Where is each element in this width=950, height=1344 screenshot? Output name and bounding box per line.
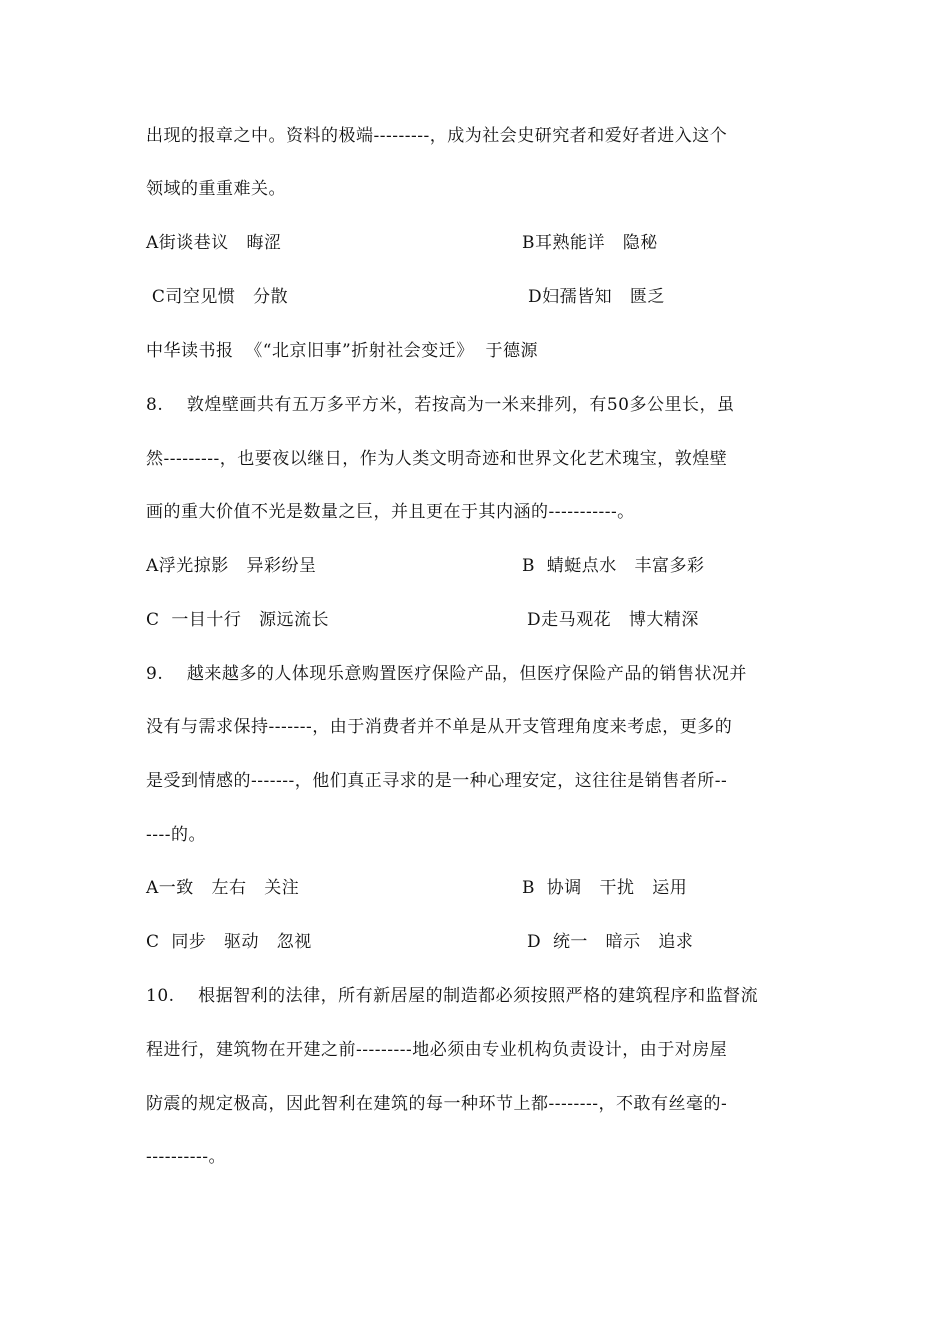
q8-text-line-3: 画的重大价值不光是数量之巨，并且更在于其内涵的-----------。: [146, 502, 635, 522]
q10-text-line-4: ----------。: [146, 1147, 226, 1167]
q9-option-c: C 同步 驱动 忽视: [146, 932, 312, 952]
q7-source: 中华读书报 《“北京旧事”折射社会变迁》 于德源: [146, 341, 538, 361]
q7-text-line-1: 出现的报章之中。资料的极端---------，成为社会史研究者和爱好者进入这个: [146, 126, 728, 146]
q9-text-line-1: 9. 越来越多的人体现乐意购置医疗保险产品，但医疗保险产品的销售状况并: [146, 664, 747, 684]
q8-text-line-1: 8. 敦煌壁画共有五万多平方米，若按高为一米来排列，有50多公里长，虽: [146, 395, 735, 415]
q9-option-a: A一致 左右 关注: [146, 878, 300, 898]
q9-text-line-4: ----的。: [146, 825, 206, 845]
q7-option-d: D妇孺皆知 匮乏: [528, 287, 665, 307]
q7-text-line-2: 领域的重重难关。: [146, 179, 286, 199]
q8-option-a: A浮光掠影 异彩纷呈: [146, 556, 317, 576]
q10-text-line-1: 10. 根据智利的法律，所有新居屋的制造都必须按照严格的建筑程序和监督流: [146, 986, 759, 1006]
q10-text-line-3: 防震的规定极高，因此智利在建筑的每一种环节上都--------，不敢有丝毫的-: [146, 1094, 728, 1114]
q9-text-line-2: 没有与需求保持-------，由于消费者并不单是从开支管理角度来考虑，更多的: [146, 717, 733, 737]
q8-option-d: D走马观花 博大精深: [527, 610, 699, 630]
q7-option-b: B耳熟能详 隐秘: [522, 233, 658, 253]
q9-text-line-3: 是受到情感的-------，他们真正寻求的是一种心理安定，这往往是销售者所--: [146, 771, 728, 791]
q8-option-b: B 蜻蜓点水 丰富多彩: [522, 556, 705, 576]
q7-option-c: C司空见惯 分散: [146, 287, 289, 307]
q8-option-c: C 一目十行 源远流长: [146, 610, 330, 630]
q9-option-d: D 统一 暗示 追求: [527, 932, 694, 952]
q7-option-a: A街谈巷议 晦涩: [146, 233, 282, 253]
q8-text-line-2: 然---------，也要夜以继日，作为人类文明奇迹和世界文化艺术瑰宝，敦煌壁: [146, 449, 728, 469]
q10-text-line-2: 程进行，建筑物在开建之前---------地必须由专业机构负责设计，由于对房屋: [146, 1040, 728, 1060]
q9-option-b: B 协调 干扰 运用: [522, 878, 688, 898]
